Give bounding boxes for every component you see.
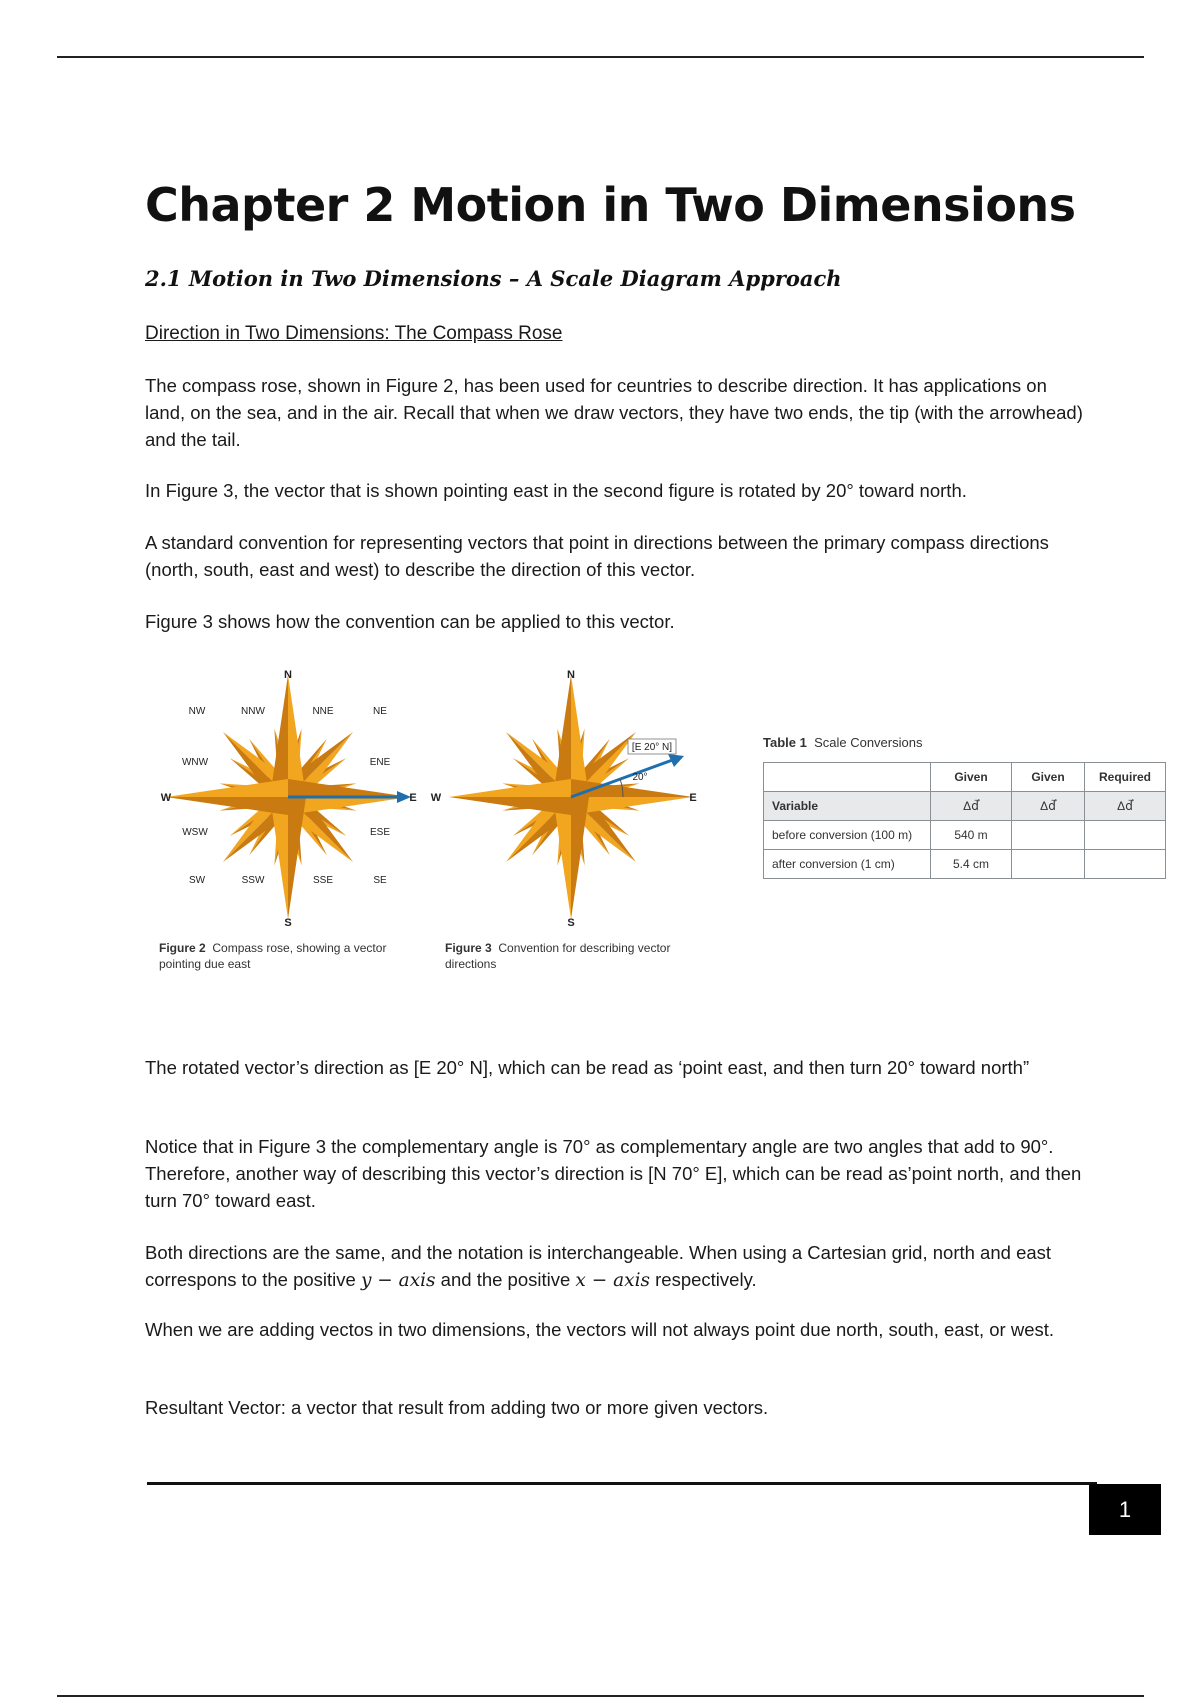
star-point-light [553,797,571,919]
table-title-text: Scale Conversions [814,735,923,750]
chapter-title: Chapter 2 Motion in Two Dimensions [145,178,1076,232]
paragraph-convention: A standard convention for representing vectors that point in directions between the primary compass directions (north, south, east and west) to describe the direction of this vector. [145,532,1049,580]
paragraph-complementary-angle: Notice that in Figure 3 the complementary angle is 70° as complementary angle are two angles that add to 90°. Therefore, another way of describing this vector’s direction is [N 70° E], which can be read as’point north, and then turn 70° toward east. [145,1136,1082,1211]
label-nne: NNE [312,706,334,717]
cartesian-text-a: Both directions are the same, and the notation is interchangeable. When using a Cartesian grid, north and east correspons to the positive [145,1242,1052,1290]
paragraph-adding-vectors: When we are adding vectos in two dimensions, the vectors will not always point due north, south, east, or west. [145,1319,1055,1340]
star-point-light [449,779,571,797]
figure2-caption-label: Figure 2 [159,941,206,955]
label-e: E [689,792,697,804]
label-sw: SW [188,875,206,886]
paragraph-figure3-rotation: In Figure 3, the vector that is shown pointing east in the second figure is rotated by 20° toward north. [145,480,967,501]
label-s: S [284,917,292,929]
figure3-compass-rose [428,660,708,940]
table-header-cell: Given [1012,763,1085,792]
math-y-axis: y − axis [360,1270,436,1291]
table-title-label: Table 1 [763,735,807,750]
star-point-light [288,797,410,815]
bottom-rule [57,1695,1144,1697]
paragraph-figure3-applied: Figure 3 shows how the convention can be applied to this vector. [145,611,675,632]
star-point-light [270,797,288,919]
table-cell: 5.4 cm [931,850,1012,879]
label-se: SE [373,875,387,886]
compass-figures [145,660,715,980]
table-cell: Δd⃗ [1012,792,1085,821]
table-cell [1012,821,1085,850]
table-header-cell: Required [1085,763,1166,792]
table-cell [1085,821,1166,850]
footer-rule [147,1482,1097,1485]
subheading-compass-rose: Direction in Two Dimensions: The Compass Rose [145,323,563,344]
label-s: S [567,917,575,929]
paragraph-compass-rose: The compass rose, shown in Figure 2, has been used for ceuntries to describe direction. It has applications on land, on the sea, and in the air. Recall that when we draw vectors, they have two ends, the tip (with the arrowhead) and the tail. [145,375,1083,450]
star-point-dark [288,797,306,919]
figure2-compass-rose [145,660,425,940]
label-n: N [284,669,292,681]
top-rule [57,56,1144,58]
label-wsw: WSW [182,827,208,838]
table-cell [1085,850,1166,879]
star-point-dark [288,779,410,797]
table-header-cell [764,763,931,792]
cartesian-text-c: respectively. [650,1269,757,1290]
label-w: W [430,792,442,804]
label-wnw: WNW [181,757,209,768]
label-ssw: SSW [241,875,265,886]
table-cell: Δd⃗ [931,792,1012,821]
paragraph-cartesian [145,1239,1090,1294]
table-row [764,792,1166,821]
star-point-light [571,797,693,815]
table-cell: 540 m [931,821,1012,850]
page-number: 1 [1089,1484,1161,1535]
figure2-caption [159,940,399,972]
scale-conversions-table [763,762,1166,879]
figure3-caption-label: Figure 3 [445,941,492,955]
star-point-dark [571,797,589,919]
label-nw: NW [188,706,206,717]
table-header-cell: Given [931,763,1012,792]
label-sse: SSE [312,875,334,886]
table-title [763,735,922,750]
math-x-axis: x − axis [575,1270,650,1291]
section-title: 2.1 Motion in Two Dimensions – A Scale Diagram Approach [145,266,842,291]
figure2-caption-text: Compass rose, showing a vector pointing due east [159,941,387,971]
label-ne: NE [373,706,387,717]
cartesian-text-b: and the positive [435,1269,576,1290]
star-point-dark [166,797,288,815]
figure3-caption [445,940,685,972]
label-e: E [409,792,417,804]
label-ene: ENE [369,757,391,768]
star-point-light [571,675,589,797]
paragraph-resultant-vector: Resultant Vector: a vector that result from adding two or more given vectors. [145,1397,769,1418]
table-row [764,850,1166,879]
paragraph-rotated-direction: The rotated vector’s direction as [E 20° N], which can be read as ‘point east, and then turn 20° toward north” [145,1057,1030,1078]
table-cell: Variable [764,792,931,821]
star-point-dark [553,675,571,797]
table-cell: Δd⃗ [1085,792,1166,821]
star-point-dark [449,797,571,815]
star-point-dark [270,675,288,797]
star-point-light [166,779,288,797]
table-header-row [764,763,1166,792]
label-w: W [160,792,172,804]
direction-label: [E 20° N] [631,742,673,753]
table-cell: before conversion (100 m) [764,821,931,850]
table-row [764,821,1166,850]
figure3-caption-text: Convention for describing vector directions [445,941,671,971]
label-n: N [567,669,575,681]
star-point-light [288,675,306,797]
label-ese: ESE [369,827,391,838]
label-nnw: NNW [241,706,265,717]
table-cell [1012,850,1085,879]
angle-label: 20° [632,772,648,783]
table-cell: after conversion (1 cm) [764,850,931,879]
